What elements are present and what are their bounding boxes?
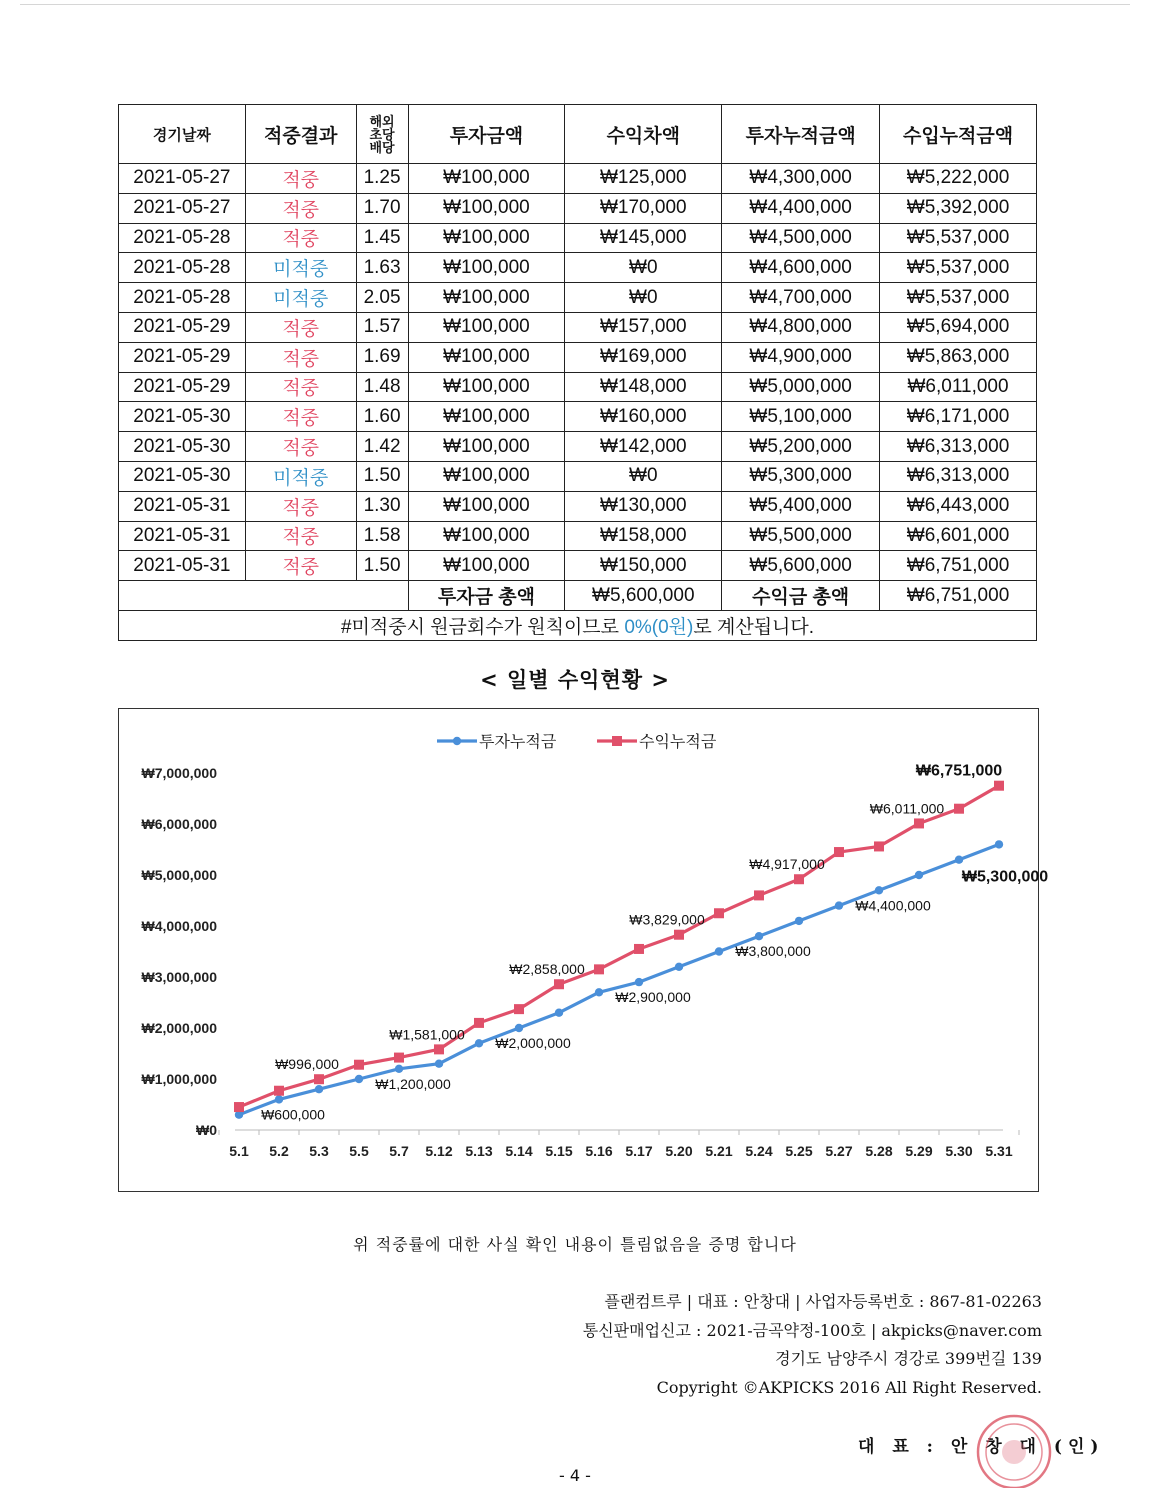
table-row xyxy=(119,223,1037,253)
x-tick-label: 5.25 xyxy=(785,1143,813,1159)
line-chart xyxy=(119,709,1049,1191)
invest-point xyxy=(795,917,803,925)
note-suffix: 로 계산됩니다. xyxy=(693,616,815,638)
cell-result: 적중 xyxy=(245,372,356,402)
income-point xyxy=(754,890,764,900)
note-row xyxy=(119,610,1037,640)
x-tick-label: 5.29 xyxy=(905,1143,933,1159)
cell-odds: 1.63 xyxy=(356,253,408,283)
table-row xyxy=(119,372,1037,402)
invest-point xyxy=(315,1085,323,1093)
footer-line-3: 경기도 남양주시 경강로 399번길 139 xyxy=(775,1349,1042,1369)
x-tick-label: 5.24 xyxy=(745,1143,773,1159)
cell-income-cum: ₩5,537,000 xyxy=(880,253,1037,283)
cell-odds: 1.58 xyxy=(356,521,408,551)
invest-point xyxy=(675,963,683,971)
income-point xyxy=(674,930,684,940)
legend-income-marker xyxy=(612,736,622,746)
invest-point xyxy=(555,1009,563,1017)
cell-invest: ₩100,000 xyxy=(408,283,565,313)
income-point xyxy=(554,979,564,989)
cell-date: 2021-05-31 xyxy=(119,551,246,581)
cell-income-cum: ₩5,537,000 xyxy=(880,223,1037,253)
company-footer xyxy=(583,1288,1042,1402)
cell-invest-cum: ₩5,200,000 xyxy=(722,432,880,462)
header-odds-line1: 해외 xyxy=(369,113,395,129)
cell-income-cum: ₩6,171,000 xyxy=(880,402,1037,432)
cell-date: 2021-05-30 xyxy=(119,402,246,432)
income-point xyxy=(354,1060,364,1070)
income-point xyxy=(394,1053,404,1063)
table-row xyxy=(119,253,1037,283)
cell-invest-cum: ₩5,300,000 xyxy=(722,461,880,491)
invest-point xyxy=(435,1060,443,1068)
cell-date: 2021-05-27 xyxy=(119,193,246,223)
x-tick-label: 5.15 xyxy=(545,1143,573,1159)
header-invest-cum: 투자누적금액 xyxy=(722,105,880,164)
y-tick-label: ₩2,000,000 xyxy=(141,1020,217,1036)
cell-invest-cum: ₩5,000,000 xyxy=(722,372,880,402)
y-tick-label: ₩5,000,000 xyxy=(141,867,217,883)
cell-date: 2021-05-31 xyxy=(119,521,246,551)
income-point xyxy=(314,1074,324,1084)
results-table xyxy=(118,104,1037,641)
cell-invest-cum: ₩4,400,000 xyxy=(722,193,880,223)
table-header-row xyxy=(119,105,1037,164)
note-highlight: 0%(0원) xyxy=(624,616,694,638)
y-tick-label: ₩6,000,000 xyxy=(141,816,217,832)
data-label: ₩6,011,000 xyxy=(869,800,945,817)
cell-profit: ₩142,000 xyxy=(565,432,722,462)
cell-date: 2021-05-28 xyxy=(119,253,246,283)
income-point xyxy=(274,1086,284,1096)
cell-profit: ₩0 xyxy=(565,253,722,283)
totals-row xyxy=(119,581,1037,611)
header-odds xyxy=(356,105,408,164)
cell-profit: ₩170,000 xyxy=(565,193,722,223)
data-label: ₩2,000,000 xyxy=(495,1035,571,1051)
table-row xyxy=(119,461,1037,491)
data-label: ₩5,300,000 xyxy=(961,868,1049,886)
x-tick-label: 5.21 xyxy=(705,1143,733,1159)
cell-invest: ₩100,000 xyxy=(408,432,565,462)
cell-result: 미적중 xyxy=(245,253,356,283)
cell-result: 미적중 xyxy=(245,283,356,313)
income-point xyxy=(794,874,804,884)
invest-point xyxy=(595,988,603,996)
total-invest-value: ₩5,600,000 xyxy=(565,581,722,611)
invest-point xyxy=(515,1024,523,1032)
cell-date: 2021-05-29 xyxy=(119,342,246,372)
cell-result: 적중 xyxy=(245,223,356,253)
footer-line-1: 플랜컴트루 | 대표 : 안창대 | 사업자등록번호 : 867-81-02263 xyxy=(604,1292,1042,1311)
x-tick-label: 5.13 xyxy=(465,1143,493,1159)
income-point xyxy=(874,841,884,851)
cell-invest: ₩100,000 xyxy=(408,521,565,551)
total-income-value: ₩6,751,000 xyxy=(880,581,1037,611)
cell-profit: ₩0 xyxy=(565,283,722,313)
cell-income-cum: ₩6,313,000 xyxy=(880,432,1037,462)
cell-income-cum: ₩6,601,000 xyxy=(880,521,1037,551)
cell-invest: ₩100,000 xyxy=(408,551,565,581)
cell-result: 적중 xyxy=(245,193,356,223)
x-tick-label: 5.17 xyxy=(625,1143,653,1159)
cell-income-cum: ₩5,222,000 xyxy=(880,164,1037,194)
income-point xyxy=(634,944,644,954)
cell-date: 2021-05-31 xyxy=(119,491,246,521)
x-tick-label: 5.14 xyxy=(505,1143,533,1159)
cell-income-cum: ₩5,392,000 xyxy=(880,193,1037,223)
cell-income-cum: ₩5,537,000 xyxy=(880,283,1037,313)
cell-result: 적중 xyxy=(245,432,356,462)
footer-line-2: 통신판매업신고 : 2021-금곡약정-100호 | akpicks@naver.com xyxy=(582,1320,1042,1340)
series-line-invest xyxy=(239,844,999,1114)
data-label: ₩3,800,000 xyxy=(735,943,811,960)
cell-date: 2021-05-29 xyxy=(119,372,246,402)
data-label: ₩600,000 xyxy=(261,1106,325,1123)
income-point xyxy=(474,1018,484,1028)
cell-invest-cum: ₩5,400,000 xyxy=(722,491,880,521)
cell-odds: 2.05 xyxy=(356,283,408,313)
data-label: ₩2,858,000 xyxy=(509,961,585,978)
cell-invest: ₩100,000 xyxy=(408,312,565,342)
cell-income-cum: ₩6,313,000 xyxy=(880,461,1037,491)
cell-result: 적중 xyxy=(245,312,356,342)
header-odds-line2: 초당 xyxy=(369,126,395,142)
cell-odds: 1.60 xyxy=(356,402,408,432)
table-row xyxy=(119,164,1037,194)
cell-invest: ₩100,000 xyxy=(408,193,565,223)
cell-odds: 1.69 xyxy=(356,342,408,372)
income-point xyxy=(234,1102,244,1112)
note-cell xyxy=(119,610,1037,640)
income-point xyxy=(434,1044,444,1054)
invest-point xyxy=(635,978,643,986)
cell-invest: ₩100,000 xyxy=(408,461,565,491)
cell-invest-cum: ₩4,300,000 xyxy=(722,164,880,194)
data-label: ₩996,000 xyxy=(275,1056,339,1073)
invest-point xyxy=(715,947,723,955)
representative-signature: 대 표 : 안 창 대 (인) xyxy=(858,1437,1105,1457)
cell-odds: 1.48 xyxy=(356,372,408,402)
cell-profit: ₩0 xyxy=(565,461,722,491)
y-tick-label: ₩7,000,000 xyxy=(141,765,217,781)
income-point xyxy=(834,847,844,857)
x-tick-label: 5.31 xyxy=(985,1143,1013,1159)
income-point xyxy=(714,908,724,918)
cell-date: 2021-05-30 xyxy=(119,461,246,491)
legend-invest-marker xyxy=(453,737,461,745)
cell-invest: ₩100,000 xyxy=(408,402,565,432)
table-row xyxy=(119,551,1037,581)
totals-blank xyxy=(119,581,409,611)
cell-profit: ₩125,000 xyxy=(565,164,722,194)
data-label: ₩3,829,000 xyxy=(629,911,705,928)
cell-income-cum: ₩5,863,000 xyxy=(880,342,1037,372)
table-row xyxy=(119,193,1037,223)
cell-profit: ₩158,000 xyxy=(565,521,722,551)
cell-invest: ₩100,000 xyxy=(408,372,565,402)
x-tick-label: 5.12 xyxy=(425,1143,453,1159)
header-date: 경기날짜 xyxy=(119,105,246,164)
cell-result: 적중 xyxy=(245,402,356,432)
cell-odds: 1.50 xyxy=(356,551,408,581)
x-tick-label: 5.3 xyxy=(309,1143,329,1159)
cell-result: 적중 xyxy=(245,491,356,521)
cell-profit: ₩160,000 xyxy=(565,402,722,432)
table-row xyxy=(119,491,1037,521)
cell-invest: ₩100,000 xyxy=(408,253,565,283)
invest-point xyxy=(475,1039,483,1047)
invest-point xyxy=(875,886,883,894)
y-tick-label: ₩4,000,000 xyxy=(141,918,217,934)
cell-odds: 1.42 xyxy=(356,432,408,462)
legend-income-label: 수익누적금 xyxy=(639,734,717,751)
cell-invest-cum: ₩4,900,000 xyxy=(722,342,880,372)
data-label: ₩1,581,000 xyxy=(389,1026,465,1043)
cell-profit: ₩150,000 xyxy=(565,551,722,581)
cell-income-cum: ₩5,694,000 xyxy=(880,312,1037,342)
table-row xyxy=(119,402,1037,432)
cell-odds: 1.57 xyxy=(356,312,408,342)
cell-invest-cum: ₩5,500,000 xyxy=(722,521,880,551)
cell-invest: ₩100,000 xyxy=(408,223,565,253)
x-tick-label: 5.7 xyxy=(389,1143,409,1159)
cell-invest-cum: ₩5,600,000 xyxy=(722,551,880,581)
invest-point xyxy=(835,901,843,909)
cell-date: 2021-05-30 xyxy=(119,432,246,462)
data-label: ₩4,400,000 xyxy=(855,897,931,914)
cell-profit: ₩130,000 xyxy=(565,491,722,521)
invest-point xyxy=(275,1095,283,1103)
cell-date: 2021-05-28 xyxy=(119,223,246,253)
x-tick-label: 5.30 xyxy=(945,1143,973,1159)
chart-title: < 일별 수익현황 > xyxy=(480,668,670,692)
statement-text: 위 적중률에 대한 사실 확인 내용이 틀림없음을 증명 합니다 xyxy=(353,1235,797,1254)
header-profit: 수익차액 xyxy=(565,105,722,164)
total-income-label: 수익금 총액 xyxy=(722,581,880,611)
table-row xyxy=(119,521,1037,551)
cell-income-cum: ₩6,751,000 xyxy=(880,551,1037,581)
legend-invest-label: 투자누적금 xyxy=(479,734,557,751)
footer-line-4: Copyright ©AKPICKS 2016 All Right Reserved. xyxy=(656,1377,1042,1397)
header-result: 적중결과 xyxy=(245,105,356,164)
cell-profit: ₩169,000 xyxy=(565,342,722,372)
invest-point xyxy=(755,932,763,940)
data-label: ₩4,917,000 xyxy=(749,856,825,873)
note-prefix: #미적중시 원금회수가 원칙이므로 xyxy=(340,616,625,638)
cell-result: 적중 xyxy=(245,164,356,194)
income-point xyxy=(594,964,604,974)
cell-profit: ₩157,000 xyxy=(565,312,722,342)
cell-odds: 1.30 xyxy=(356,491,408,521)
invest-point xyxy=(955,856,963,864)
cell-odds: 1.50 xyxy=(356,461,408,491)
header-odds-line3: 배당 xyxy=(369,139,395,155)
header-invest: 투자금액 xyxy=(408,105,565,164)
x-tick-label: 5.5 xyxy=(349,1143,369,1159)
page-number: - 4 - xyxy=(559,1466,591,1485)
cell-date: 2021-05-27 xyxy=(119,164,246,194)
y-tick-label: ₩0 xyxy=(196,1122,217,1138)
cell-invest-cum: ₩5,100,000 xyxy=(722,402,880,432)
cell-invest: ₩100,000 xyxy=(408,342,565,372)
cell-income-cum: ₩6,443,000 xyxy=(880,491,1037,521)
cell-income-cum: ₩6,011,000 xyxy=(880,372,1037,402)
cell-odds: 1.25 xyxy=(356,164,408,194)
x-tick-label: 5.1 xyxy=(229,1143,249,1159)
cell-invest: ₩100,000 xyxy=(408,491,565,521)
income-point xyxy=(514,1004,524,1014)
cell-invest-cum: ₩4,700,000 xyxy=(722,283,880,313)
x-tick-label: 5.2 xyxy=(269,1143,289,1159)
cell-profit: ₩145,000 xyxy=(565,223,722,253)
cell-result: 적중 xyxy=(245,551,356,581)
invest-point xyxy=(395,1065,403,1073)
invest-point xyxy=(915,871,923,879)
cell-result: 적중 xyxy=(245,521,356,551)
income-point xyxy=(994,781,1004,791)
cell-invest: ₩100,000 xyxy=(408,164,565,194)
table-row xyxy=(119,283,1037,313)
table-row xyxy=(119,312,1037,342)
x-tick-label: 5.28 xyxy=(865,1143,893,1159)
cell-invest-cum: ₩4,500,000 xyxy=(722,223,880,253)
cell-date: 2021-05-29 xyxy=(119,312,246,342)
income-point xyxy=(914,818,924,828)
cell-profit: ₩148,000 xyxy=(565,372,722,402)
cell-date: 2021-05-28 xyxy=(119,283,246,313)
x-tick-label: 5.20 xyxy=(665,1143,693,1159)
y-tick-label: ₩3,000,000 xyxy=(141,969,217,985)
data-label: ₩1,200,000 xyxy=(375,1075,451,1092)
income-point xyxy=(954,804,964,814)
x-tick-label: 5.27 xyxy=(825,1143,853,1159)
table-row xyxy=(119,432,1037,462)
cell-invest-cum: ₩4,600,000 xyxy=(722,253,880,283)
y-tick-label: ₩1,000,000 xyxy=(141,1071,217,1087)
invest-point xyxy=(355,1075,363,1083)
x-tick-label: 5.16 xyxy=(585,1143,613,1159)
cell-invest-cum: ₩4,800,000 xyxy=(722,312,880,342)
cell-odds: 1.45 xyxy=(356,223,408,253)
cell-result: 적중 xyxy=(245,342,356,372)
header-income-cum: 수입누적금액 xyxy=(880,105,1037,164)
cell-odds: 1.70 xyxy=(356,193,408,223)
series-line-income xyxy=(239,786,999,1107)
table-row xyxy=(119,342,1037,372)
invest-point xyxy=(995,840,1003,848)
cell-result: 미적중 xyxy=(245,461,356,491)
chart-frame xyxy=(118,708,1049,1192)
data-label: ₩6,751,000 xyxy=(915,762,1003,780)
total-invest-label: 투자금 총액 xyxy=(408,581,565,611)
top-rule xyxy=(20,4,1130,5)
data-label: ₩2,900,000 xyxy=(615,989,691,1006)
